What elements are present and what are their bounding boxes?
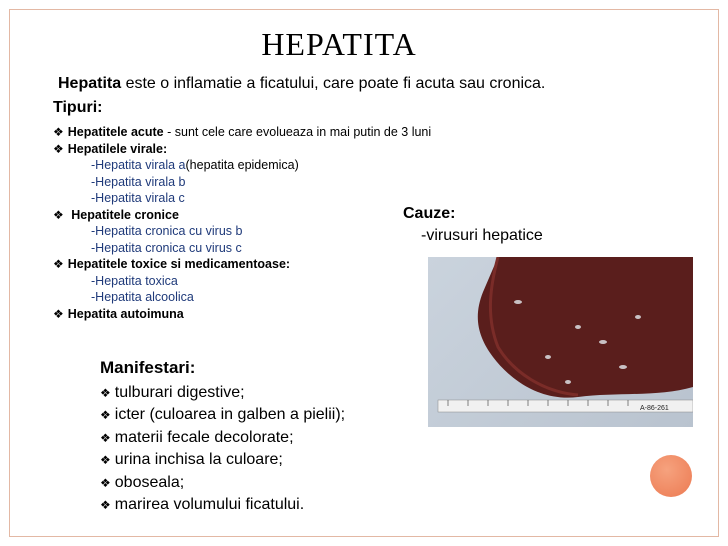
diamond-bullet-icon: ❖ [100, 453, 111, 467]
manifestari-block [100, 357, 345, 517]
list-subitem: -Hepatita cronica cu virus b [91, 224, 243, 238]
intro-text [58, 75, 545, 93]
list-item: ❖ urina inchisa la culoare; [100, 451, 283, 468]
cauze-value: -virusuri hepatice [421, 227, 543, 244]
diamond-bullet-icon: ❖ [100, 385, 111, 400]
diamond-bullet-icon: ❖ [53, 306, 64, 321]
intro-bold: Hepatita [58, 75, 122, 92]
diamond-bullet-icon: ❖ [53, 257, 64, 271]
list-item: ❖ Hepatitele acute - sunt cele care evolueaza in mai putin de 3 luni [53, 125, 432, 139]
cauze-label: Cauze: [403, 205, 456, 222]
liver-photo [428, 257, 693, 427]
list-subitem: -Hepatita virala c [91, 191, 185, 205]
tipuri-label: Tipuri: [53, 99, 103, 116]
types-list [53, 124, 431, 322]
list-subitem: -Hepatita virala a(hepatita epidemica) [91, 158, 299, 172]
list-subitem: -Hepatita toxica [91, 273, 178, 288]
list-item: ❖ Hepatita autoimuna [53, 306, 184, 321]
list-item: ❖ Hepatitele toxice si medicamentoase: [53, 257, 291, 271]
diamond-bullet-icon: ❖ [100, 408, 111, 422]
list-item: ❖ marirea volumului ficatului. [100, 496, 305, 513]
diamond-bullet-icon: ❖ [53, 125, 64, 139]
diamond-bullet-icon: ❖ [53, 207, 64, 222]
diamond-bullet-icon: ❖ [100, 475, 111, 490]
diamond-bullet-icon: ❖ [100, 498, 111, 512]
list-subitem: -Hepatita virala b [91, 174, 186, 189]
list-item: ❖ tulburari digestive; [100, 383, 245, 401]
slide-title: HEPATITA [261, 26, 417, 62]
ruler-label: A-86-261 [640, 405, 669, 412]
list-item: ❖ Hepatilele virale: [53, 141, 168, 156]
list-subitem: -Hepatita cronica cu virus c [91, 240, 242, 255]
list-subitem: -Hepatita alcoolica [91, 290, 194, 304]
diamond-bullet-icon: ❖ [53, 141, 64, 156]
intro-rest: este o inflamatie a ficatului, care poate fi acuta sau cronica. [121, 75, 546, 92]
list-item: ❖ materii fecale decolorate; [100, 428, 294, 446]
list-item: ❖ Hepatitele cronice [53, 207, 179, 222]
list-item: ❖ oboseala; [100, 473, 185, 491]
diamond-bullet-icon: ❖ [100, 430, 111, 445]
decorative-circle [650, 455, 692, 497]
list-item: ❖ icter (culoarea in galben a pielii); [100, 406, 346, 423]
manifestari-label: Manifestari: [100, 358, 196, 377]
